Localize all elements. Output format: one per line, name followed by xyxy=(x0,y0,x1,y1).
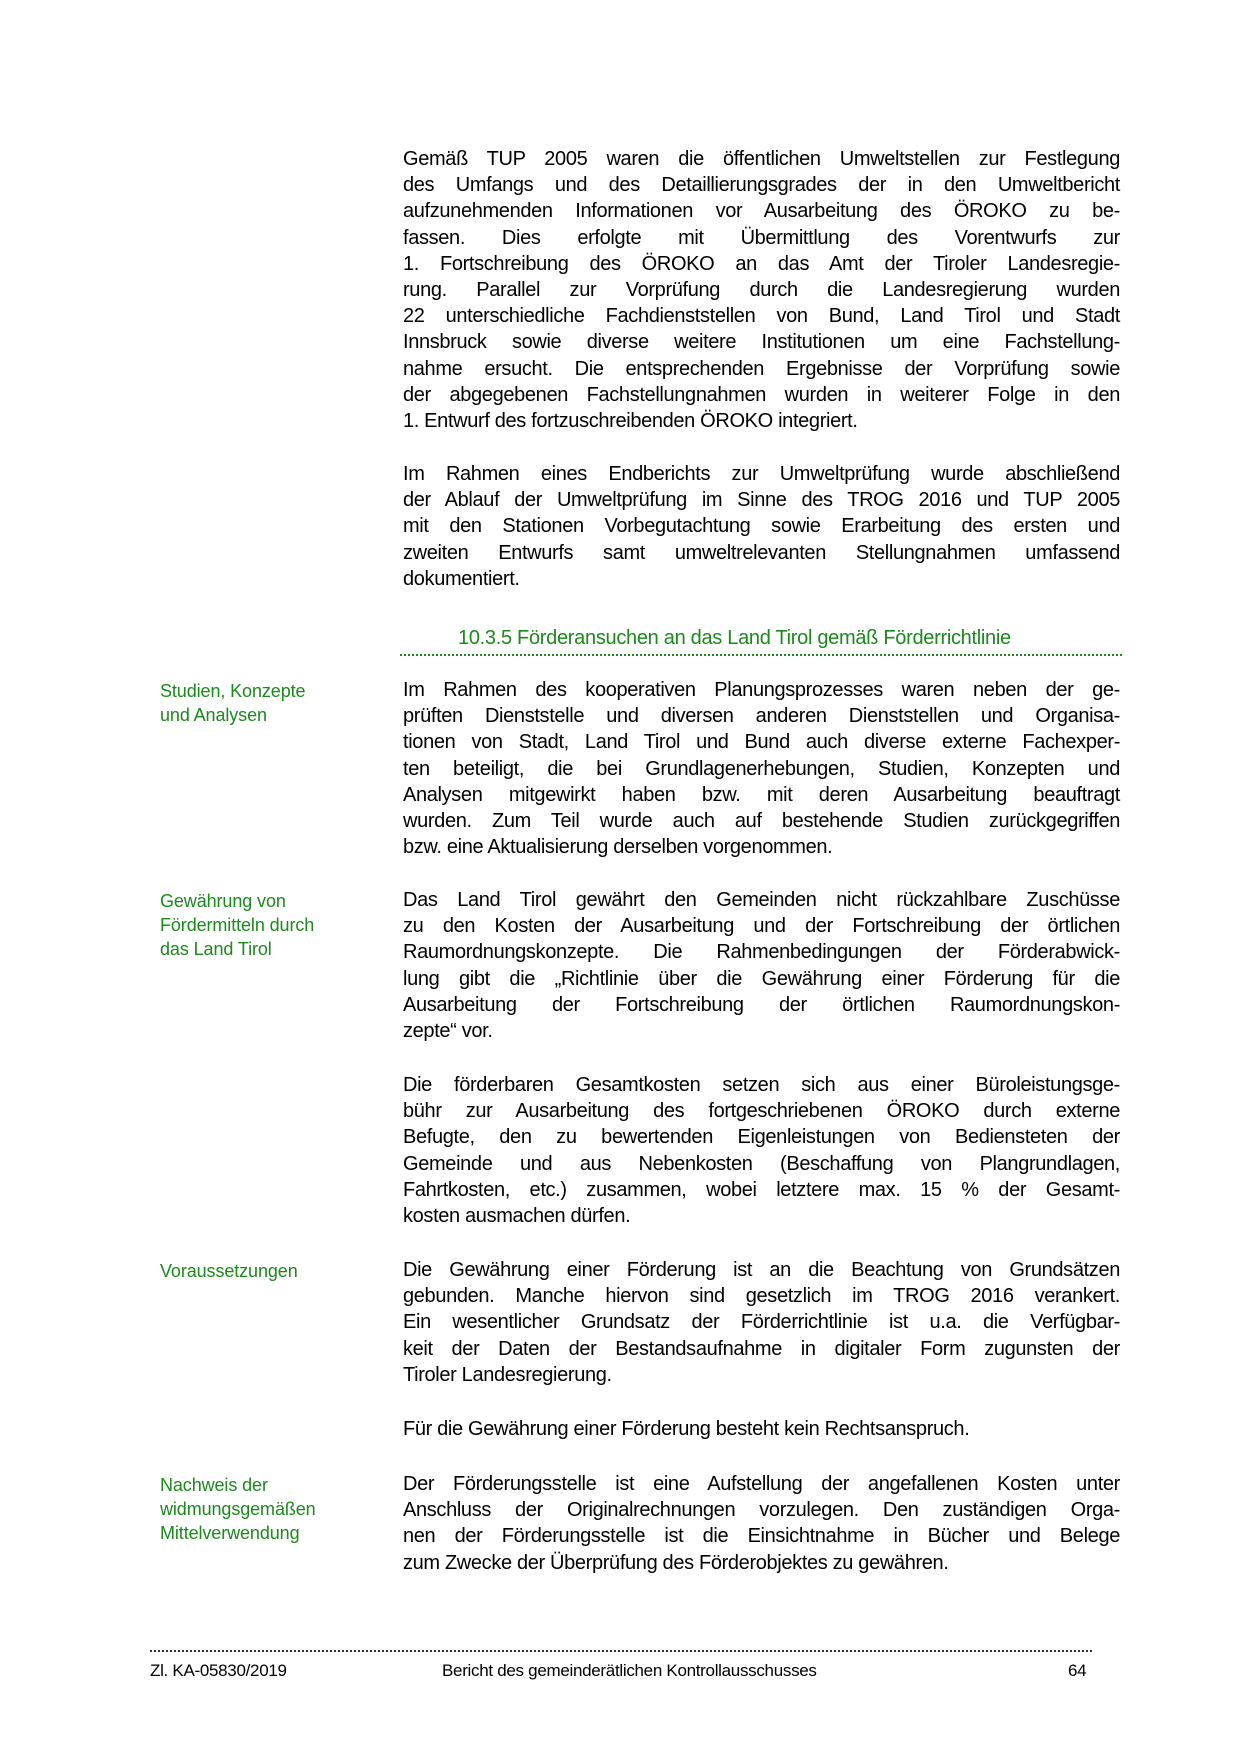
text-line: ten beteiligt, die bei Grundlagenerhebungen, Studien, Konzepten und xyxy=(403,757,1120,780)
text-line: aufzunehmenden Informationen vor Ausarbeitung des ÖROKO zu be- xyxy=(403,200,1120,223)
text-line: Die förderbaren Gesamtkosten setzen sich aus einer Büroleistungsge- xyxy=(403,1074,1120,1096)
text-line: zu den Kosten der Ausarbeitung und der Fortschreibung der örtlichen xyxy=(403,915,1120,938)
paragraph-gesamtkosten xyxy=(403,1072,1120,1229)
text-line: der Ablauf der Umweltprüfung im Sinne des TROG 2016 und TUP 2005 xyxy=(403,489,1120,512)
text-line: Für die Gewährung einer Förderung besteht kein Rechtsanspruch. xyxy=(403,1418,970,1440)
text-line: dokumentiert. xyxy=(403,567,520,590)
text-line: wurden. Zum Teil wurde auch auf bestehende Studien zurückgegriffen xyxy=(403,810,1120,833)
text-line: Ausarbeitung der Fortschreibung der örtlichen Raumordnungskon- xyxy=(403,993,1120,1016)
section-heading: 10.3.5 Förderansuchen an das Land Tirol gemäß Förderrichtlinie xyxy=(458,627,1011,649)
text-line: Gemeinde und aus Nebenkosten (Beschaffung von Plangrundlagen, xyxy=(403,1152,1120,1175)
text-line: tionen von Stadt, Land Tirol und Bund auch diverse externe Fachexper- xyxy=(403,731,1120,754)
text-line: mit den Stationen Vorbegutachtung sowie Erarbeitung des ersten und xyxy=(403,515,1120,538)
text-line: Mittelverwendung xyxy=(160,1523,300,1543)
text-line: Fördermitteln durch xyxy=(160,915,315,935)
text-line: Fahrtkosten, etc.) zusammen, wobei letztere max. 15 % der Gesamt- xyxy=(403,1178,1120,1201)
margin-note-voraussetzungen xyxy=(160,1259,380,1283)
text-line: fassen. Dies erfolgte mit Übermittlung des Vorentwurfs zur xyxy=(403,226,1120,249)
text-line: Innsbruck sowie diverse weitere Institutionen um eine Fachstellung- xyxy=(403,331,1120,354)
text-line: keit der Daten der Bestandsaufnahme in digitaler Form zugunsten der xyxy=(403,1337,1120,1360)
text-line: zum Zwecke der Überprüfung des Förderobjektes zu gewähren. xyxy=(403,1551,949,1574)
paragraph-endbericht xyxy=(403,461,1120,592)
text-line: Die Gewährung einer Förderung ist an die Beachtung von Grundsätzen xyxy=(403,1259,1120,1281)
text-line: zepte“ vor. xyxy=(403,1020,493,1043)
text-line: prüften Dienststelle und diversen anderen Dienststellen und Organisa- xyxy=(403,705,1120,728)
text-line: rung. Parallel zur Vorprüfung durch die Landesregierung wurden xyxy=(403,279,1120,302)
text-line: 1. Entwurf des fortzuschreibenden ÖROKO integriert. xyxy=(403,410,858,433)
text-line: bzw. eine Aktualisierung derselben vorgenommen. xyxy=(403,836,833,859)
text-line: Im Rahmen des kooperativen Planungsprozesses waren neben der ge- xyxy=(403,679,1120,701)
margin-note-nachweis xyxy=(160,1473,380,1545)
text-line: Gemäß TUP 2005 waren die öffentlichen Umweltstellen zur Festlegung xyxy=(403,148,1120,170)
text-line: nahme ersucht. Die entsprechenden Ergebnisse der Vorprüfung sowie xyxy=(403,357,1120,380)
footer-reference: Zl. KA-05830/2019 xyxy=(150,1661,287,1680)
text-line: Voraussetzungen xyxy=(160,1261,298,1281)
paragraph-grundsaetze xyxy=(403,1257,1120,1388)
text-line: und Analysen xyxy=(160,705,267,725)
text-line: Raumordnungskonzepte. Die Rahmenbedingungen der Förderabwick- xyxy=(403,941,1120,964)
paragraph-kostenaufstellung xyxy=(403,1471,1120,1576)
footer-dotted-rule xyxy=(150,1650,1092,1652)
text-line: lung gibt die „Richtlinie über die Gewährung einer Förderung für die xyxy=(403,967,1120,990)
text-line: 1. Fortschreibung des ÖROKO an das Amt der Tiroler Landesregie- xyxy=(403,252,1120,275)
text-line: zweiten Entwurfs samt umweltrelevanten Stellungnahmen umfassend xyxy=(403,541,1120,564)
text-line: Im Rahmen eines Endberichts zur Umweltprüfung wurde abschließend xyxy=(403,463,1120,485)
paragraph-umweltstellen xyxy=(403,146,1120,434)
text-line: widmungsgemäßen xyxy=(160,1499,316,1519)
paragraph-zuschuesse xyxy=(403,887,1120,1044)
paragraph-rechtsanspruch xyxy=(403,1416,1120,1442)
footer-title: Bericht des gemeinderätlichen Kontrollausschusses xyxy=(442,1661,817,1680)
paragraph-planungsprozess xyxy=(403,677,1120,860)
text-line: Gewährung von xyxy=(160,891,286,911)
text-line: 22 unterschiedliche Fachdienststellen von Bund, Land Tirol und Stadt xyxy=(403,305,1120,328)
text-line: Tiroler Landesregierung. xyxy=(403,1363,612,1386)
text-line: Nachweis der xyxy=(160,1475,268,1495)
text-line: Studien, Konzepte xyxy=(160,681,306,701)
text-line: kosten ausmachen dürfen. xyxy=(403,1205,631,1228)
heading-dotted-rule xyxy=(400,654,1122,656)
text-line: der abgegebenen Fachstellungnahmen wurden in weiterer Folge in den xyxy=(403,383,1120,406)
text-line: Anschluss der Originalrechnungen vorzulegen. Den zuständigen Orga- xyxy=(403,1499,1120,1522)
text-line: gebunden. Manche hiervon sind gesetzlich im TROG 2016 verankert. xyxy=(403,1285,1120,1308)
text-line: das Land Tirol xyxy=(160,939,272,959)
text-line: Der Förderungsstelle ist eine Aufstellung der angefallenen Kosten unter xyxy=(403,1473,1120,1495)
text-line: nen der Förderungsstelle ist die Einsichtnahme in Bücher und Belege xyxy=(403,1525,1120,1548)
text-line: Das Land Tirol gewährt den Gemeinden nicht rückzahlbare Zuschüsse xyxy=(403,889,1120,911)
text-line: Befugte, den zu bewertenden Eigenleistungen von Bediensteten der xyxy=(403,1126,1120,1149)
page-number: 64 xyxy=(1068,1661,1087,1680)
margin-note-gewaehrung xyxy=(160,889,380,961)
text-line: Ein wesentlicher Grundsatz der Förderrichtlinie ist u.a. die Verfügbar- xyxy=(403,1311,1120,1334)
text-line: Analysen mitgewirkt haben bzw. mit deren Ausarbeitung beauftragt xyxy=(403,783,1120,806)
text-line: des Umfangs und des Detaillierungsgrades der in den Umweltbericht xyxy=(403,174,1120,197)
text-line: bühr zur Ausarbeitung des fortgeschriebenen ÖROKO durch externe xyxy=(403,1100,1120,1123)
margin-note-studien xyxy=(160,679,380,727)
